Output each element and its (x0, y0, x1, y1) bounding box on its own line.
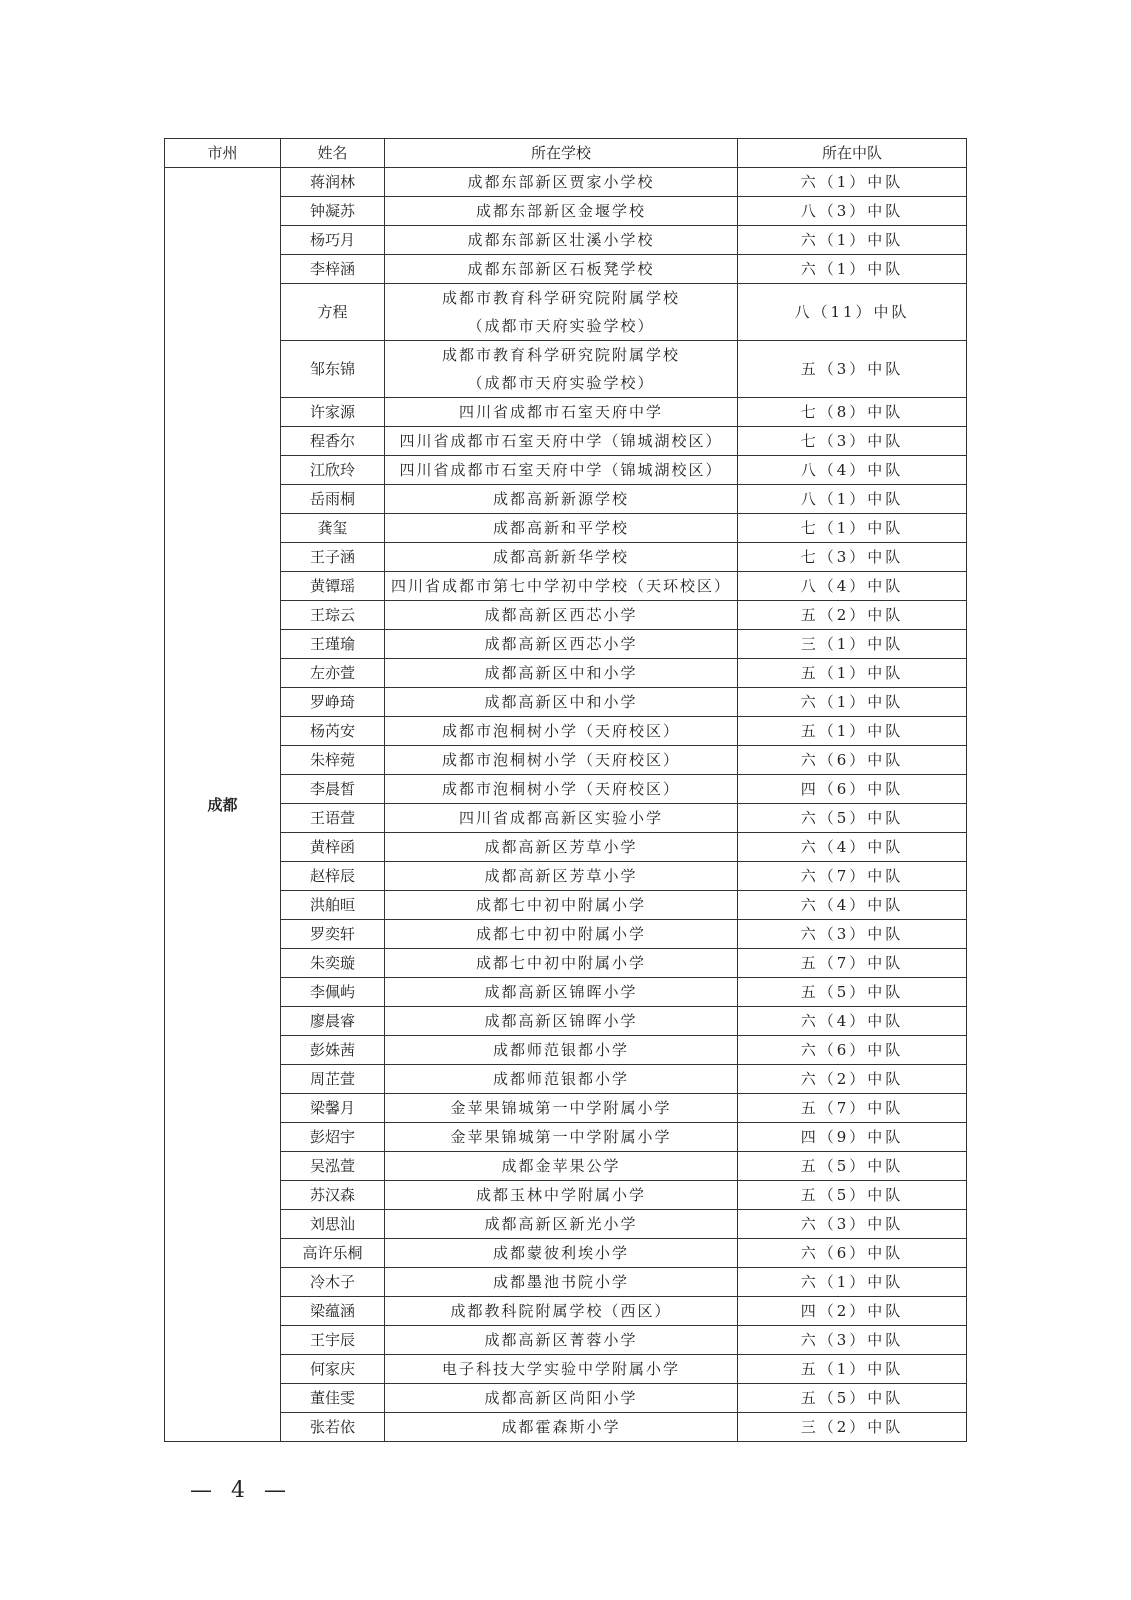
name-cell: 王语萱 (281, 804, 385, 833)
name-cell: 罗奕轩 (281, 920, 385, 949)
school-cell (385, 1239, 738, 1268)
school-cell (385, 949, 738, 978)
name-cell: 许家源 (281, 398, 385, 427)
school-line: 成都七中初中附属小学 (475, 925, 646, 943)
school-cell (385, 255, 738, 284)
name-cell: 程香尔 (281, 427, 385, 456)
school-cell (385, 717, 738, 746)
squad-cell: 六（1）中队 (738, 255, 967, 284)
school-line: 成都高新区芳草小学 (484, 867, 638, 885)
school-line: 成都七中初中附属小学 (475, 954, 646, 972)
table-row (165, 1268, 967, 1297)
school-cell (385, 1355, 738, 1384)
page-number: — 4 — (190, 1478, 292, 1503)
school-line: 成都师范银都小学 (492, 1070, 629, 1088)
name-cell: 黄梓函 (281, 833, 385, 862)
school-cell (385, 1413, 738, 1442)
squad-cell: 四（2）中队 (738, 1297, 967, 1326)
school-cell (385, 659, 738, 688)
school-cell (385, 833, 738, 862)
school-line: 成都高新区锦晖小学 (484, 983, 638, 1001)
squad-cell: 四（6）中队 (738, 775, 967, 804)
school-line: 成都高新和平学校 (492, 519, 629, 537)
table-row (165, 804, 967, 833)
table-row (165, 1239, 967, 1268)
school-cell (385, 630, 738, 659)
school-line: 成都东部新区壮溪小学校 (467, 231, 655, 249)
name-cell: 梁馨月 (281, 1094, 385, 1123)
squad-cell: 五（5）中队 (738, 1152, 967, 1181)
header-school: 所在学校 (385, 139, 738, 168)
table-row (165, 572, 967, 601)
school-line: 四川省成都市第七中学初中学校（天环校区） (390, 577, 731, 595)
school-cell (385, 427, 738, 456)
table-row (165, 1123, 967, 1152)
table-row (165, 456, 967, 485)
name-cell: 蒋润林 (281, 168, 385, 197)
table-row (165, 1413, 967, 1442)
school-line: 成都东部新区石板凳学校 (467, 260, 655, 278)
name-cell: 江欣玲 (281, 456, 385, 485)
table-body (165, 168, 967, 1442)
school-line: 四川省成都市石室天府中学 (458, 403, 663, 421)
name-cell: 冷木子 (281, 1268, 385, 1297)
squad-cell: 五（5）中队 (738, 1384, 967, 1413)
school-line: 成都市泡桐树小学（天府校区） (441, 722, 680, 740)
name-cell: 李佩屿 (281, 978, 385, 1007)
school-line: 成都市泡桐树小学（天府校区） (441, 780, 680, 798)
squad-cell: 五（1）中队 (738, 717, 967, 746)
school-line: 成都金苹果公学 (501, 1157, 621, 1175)
school-line: 成都东部新区贾家小学校 (467, 173, 655, 191)
school-cell (385, 688, 738, 717)
school-cell (385, 1210, 738, 1239)
school-line: 金苹果锦城第一中学附属小学 (450, 1128, 672, 1146)
table-row (165, 1094, 967, 1123)
table-row (165, 920, 967, 949)
table-row (165, 341, 967, 398)
squad-cell: 四（9）中队 (738, 1123, 967, 1152)
school-line: 四川省成都高新区实验小学 (458, 809, 663, 827)
table-row (165, 717, 967, 746)
name-cell: 吴泓萱 (281, 1152, 385, 1181)
squad-cell: 六（4）中队 (738, 1007, 967, 1036)
table-row (165, 775, 967, 804)
table-row (165, 601, 967, 630)
school-line: 成都墨池书院小学 (492, 1273, 629, 1291)
school-cell (385, 514, 738, 543)
squad-cell: 八（11）中队 (738, 284, 967, 341)
school-cell (385, 485, 738, 514)
name-cell: 苏汉森 (281, 1181, 385, 1210)
squad-cell: 三（2）中队 (738, 1413, 967, 1442)
name-cell: 王琮云 (281, 601, 385, 630)
name-cell: 彭炤宇 (281, 1123, 385, 1152)
table-row (165, 1007, 967, 1036)
school-cell (385, 226, 738, 255)
name-cell: 廖晨睿 (281, 1007, 385, 1036)
table-row (165, 427, 967, 456)
header-city: 市州 (165, 139, 281, 168)
school-cell (385, 920, 738, 949)
squad-cell: 六（6）中队 (738, 1036, 967, 1065)
school-cell (385, 572, 738, 601)
squad-cell: 八（4）中队 (738, 572, 967, 601)
squad-cell: 六（7）中队 (738, 862, 967, 891)
squad-cell: 六（1）中队 (738, 168, 967, 197)
school-line: 成都高新新源学校 (492, 490, 629, 508)
table-row (165, 1036, 967, 1065)
school-cell (385, 456, 738, 485)
name-cell: 杨芮安 (281, 717, 385, 746)
school-line: 电子科技大学实验中学附属小学 (441, 1360, 680, 1378)
table-row (165, 1181, 967, 1210)
school-line: 成都高新区锦晖小学 (484, 1012, 638, 1030)
school-cell (385, 341, 738, 398)
header-squad: 所在中队 (738, 139, 967, 168)
school-line: 成都教科院附属学校（西区） (450, 1302, 672, 1320)
table-row (165, 514, 967, 543)
table-row (165, 485, 967, 514)
squad-cell: 五（1）中队 (738, 1355, 967, 1384)
table-row (165, 543, 967, 572)
school-line: 成都市泡桐树小学（天府校区） (441, 751, 680, 769)
school-line: （成都市天府实验学校） (467, 374, 655, 392)
name-cell: 罗峥琦 (281, 688, 385, 717)
table-row (165, 630, 967, 659)
school-line: 金苹果锦城第一中学附属小学 (450, 1099, 672, 1117)
squad-cell: 六（3）中队 (738, 920, 967, 949)
table-row (165, 197, 967, 226)
school-cell (385, 1297, 738, 1326)
squad-cell: 六（4）中队 (738, 833, 967, 862)
school-cell (385, 398, 738, 427)
school-line: 四川省成都市石室天府中学（锦城湖校区） (399, 432, 723, 450)
table-header-row (165, 139, 967, 168)
school-line: 成都高新区尚阳小学 (484, 1389, 638, 1407)
school-line: （成都市天府实验学校） (467, 317, 655, 335)
school-line: 成都高新区菁蓉小学 (484, 1331, 638, 1349)
school-line: 成都高新区西芯小学 (484, 635, 638, 653)
name-cell: 朱梓菀 (281, 746, 385, 775)
school-cell (385, 1384, 738, 1413)
school-line: 成都高新区新光小学 (484, 1215, 638, 1233)
table-row (165, 1384, 967, 1413)
name-cell: 王宇辰 (281, 1326, 385, 1355)
name-cell: 杨巧月 (281, 226, 385, 255)
squad-cell: 五（1）中队 (738, 659, 967, 688)
school-line: 成都七中初中附属小学 (475, 896, 646, 914)
table-row (165, 1152, 967, 1181)
squad-cell: 八（3）中队 (738, 197, 967, 226)
table-row (165, 255, 967, 284)
table-row (165, 833, 967, 862)
name-cell: 龚玺 (281, 514, 385, 543)
squad-cell: 六（1）中队 (738, 688, 967, 717)
school-cell (385, 601, 738, 630)
school-cell (385, 891, 738, 920)
squad-cell: 五（5）中队 (738, 1181, 967, 1210)
table-row (165, 284, 967, 341)
table-row (165, 1326, 967, 1355)
table-row (165, 746, 967, 775)
table-row (165, 891, 967, 920)
squad-cell: 六（4）中队 (738, 891, 967, 920)
squad-cell: 六（6）中队 (738, 746, 967, 775)
squad-cell: 六（3）中队 (738, 1210, 967, 1239)
school-line: 成都玉林中学附属小学 (475, 1186, 646, 1204)
name-cell: 邹东锦 (281, 341, 385, 398)
squad-cell: 七（3）中队 (738, 543, 967, 572)
squad-cell: 七（8）中队 (738, 398, 967, 427)
table-row (165, 1065, 967, 1094)
name-cell: 黄镡瑶 (281, 572, 385, 601)
header-name: 姓名 (281, 139, 385, 168)
table-row (165, 398, 967, 427)
school-line: 成都高新区芳草小学 (484, 838, 638, 856)
squad-cell: 五（7）中队 (738, 1094, 967, 1123)
name-cell: 王子涵 (281, 543, 385, 572)
school-cell (385, 746, 738, 775)
name-cell: 何家庆 (281, 1355, 385, 1384)
squad-cell: 七（1）中队 (738, 514, 967, 543)
squad-cell: 三（1）中队 (738, 630, 967, 659)
name-cell: 李梓涵 (281, 255, 385, 284)
name-cell: 朱奕璇 (281, 949, 385, 978)
school-cell (385, 1094, 738, 1123)
school-cell (385, 1181, 738, 1210)
school-cell (385, 775, 738, 804)
name-cell: 董佳雯 (281, 1384, 385, 1413)
school-line: 成都蒙彼利埃小学 (492, 1244, 629, 1262)
school-line: 成都市教育科学研究院附属学校 (441, 289, 680, 307)
school-cell (385, 1152, 738, 1181)
name-cell: 高许乐桐 (281, 1239, 385, 1268)
school-line: 成都高新区西芯小学 (484, 606, 638, 624)
name-cell: 洪舶晅 (281, 891, 385, 920)
school-cell (385, 1036, 738, 1065)
table-row (165, 688, 967, 717)
table-row (165, 1210, 967, 1239)
table-row (165, 226, 967, 255)
name-cell: 方程 (281, 284, 385, 341)
table-row (165, 978, 967, 1007)
squad-cell: 六（5）中队 (738, 804, 967, 833)
squad-cell: 五（2）中队 (738, 601, 967, 630)
squad-cell: 七（3）中队 (738, 427, 967, 456)
name-cell: 张若依 (281, 1413, 385, 1442)
table-row (165, 1355, 967, 1384)
name-cell: 李晨皙 (281, 775, 385, 804)
school-cell (385, 804, 738, 833)
name-cell: 彭姝茜 (281, 1036, 385, 1065)
table-row (165, 168, 967, 197)
school-cell (385, 1326, 738, 1355)
school-cell (385, 1007, 738, 1036)
name-cell: 周芷萱 (281, 1065, 385, 1094)
city-cell: 成都 (165, 168, 281, 1442)
name-cell: 梁蕴涵 (281, 1297, 385, 1326)
award-list-table (164, 138, 967, 1442)
name-cell: 王瑾瑜 (281, 630, 385, 659)
school-cell (385, 1065, 738, 1094)
school-cell (385, 1268, 738, 1297)
school-line: 成都高新区中和小学 (484, 664, 638, 682)
school-line: 成都霍森斯小学 (501, 1418, 621, 1436)
school-line: 成都师范银都小学 (492, 1041, 629, 1059)
school-cell (385, 168, 738, 197)
table-row (165, 659, 967, 688)
squad-cell: 五（3）中队 (738, 341, 967, 398)
squad-cell: 五（5）中队 (738, 978, 967, 1007)
name-cell: 钟凝苏 (281, 197, 385, 226)
school-cell (385, 1123, 738, 1152)
school-line: 四川省成都市石室天府中学（锦城湖校区） (399, 461, 723, 479)
school-cell (385, 284, 738, 341)
squad-cell: 六（3）中队 (738, 1326, 967, 1355)
name-cell: 刘思汕 (281, 1210, 385, 1239)
table-row (165, 949, 967, 978)
school-line: 成都高新区中和小学 (484, 693, 638, 711)
school-line: 成都市教育科学研究院附属学校 (441, 346, 680, 364)
school-cell (385, 978, 738, 1007)
school-cell (385, 862, 738, 891)
table-row (165, 862, 967, 891)
name-cell: 左亦萱 (281, 659, 385, 688)
school-cell (385, 543, 738, 572)
school-line: 成都东部新区金堰学校 (475, 202, 646, 220)
name-cell: 岳雨桐 (281, 485, 385, 514)
squad-cell: 六（6）中队 (738, 1239, 967, 1268)
squad-cell: 六（1）中队 (738, 226, 967, 255)
squad-cell: 八（1）中队 (738, 485, 967, 514)
squad-cell: 八（4）中队 (738, 456, 967, 485)
school-line: 成都高新新华学校 (492, 548, 629, 566)
squad-cell: 五（7）中队 (738, 949, 967, 978)
table-row (165, 1297, 967, 1326)
squad-cell: 六（1）中队 (738, 1268, 967, 1297)
squad-cell: 六（2）中队 (738, 1065, 967, 1094)
school-cell (385, 197, 738, 226)
name-cell: 赵梓辰 (281, 862, 385, 891)
